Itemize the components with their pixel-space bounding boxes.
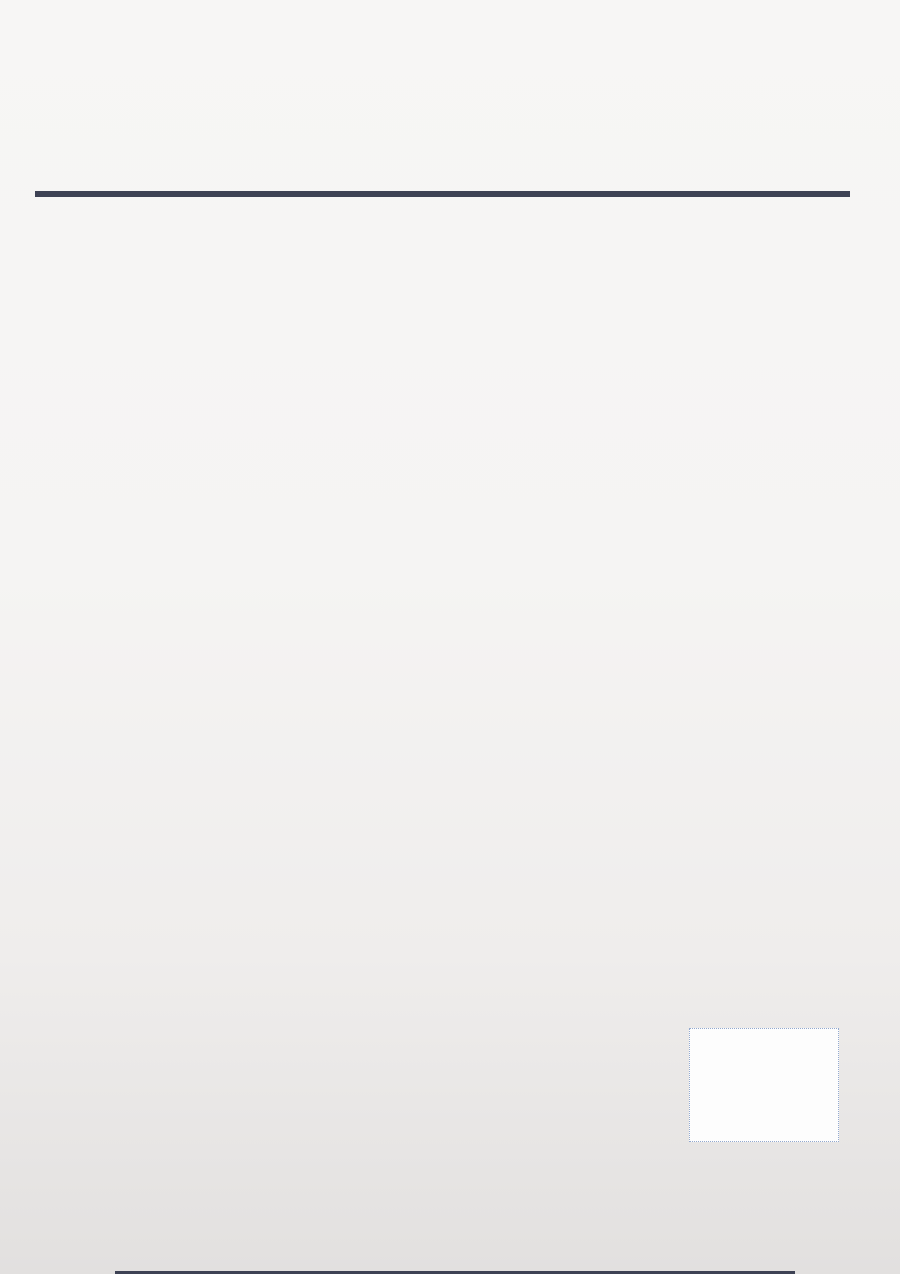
successful-dot-icon [48, 999, 58, 1009]
header-divider [35, 191, 850, 197]
chart-legend [48, 999, 121, 1009]
to-be-decided-dot-icon [100, 999, 110, 1009]
legend-item-unsuccessful [74, 999, 90, 1009]
legend-item-successful [48, 999, 64, 1009]
beeswarm-chart [0, 1030, 900, 1274]
legend-item-to-be-decided [100, 999, 111, 1009]
unsuccessful-dot-icon [74, 999, 84, 1009]
voice-annotation-callout [689, 1028, 839, 1142]
